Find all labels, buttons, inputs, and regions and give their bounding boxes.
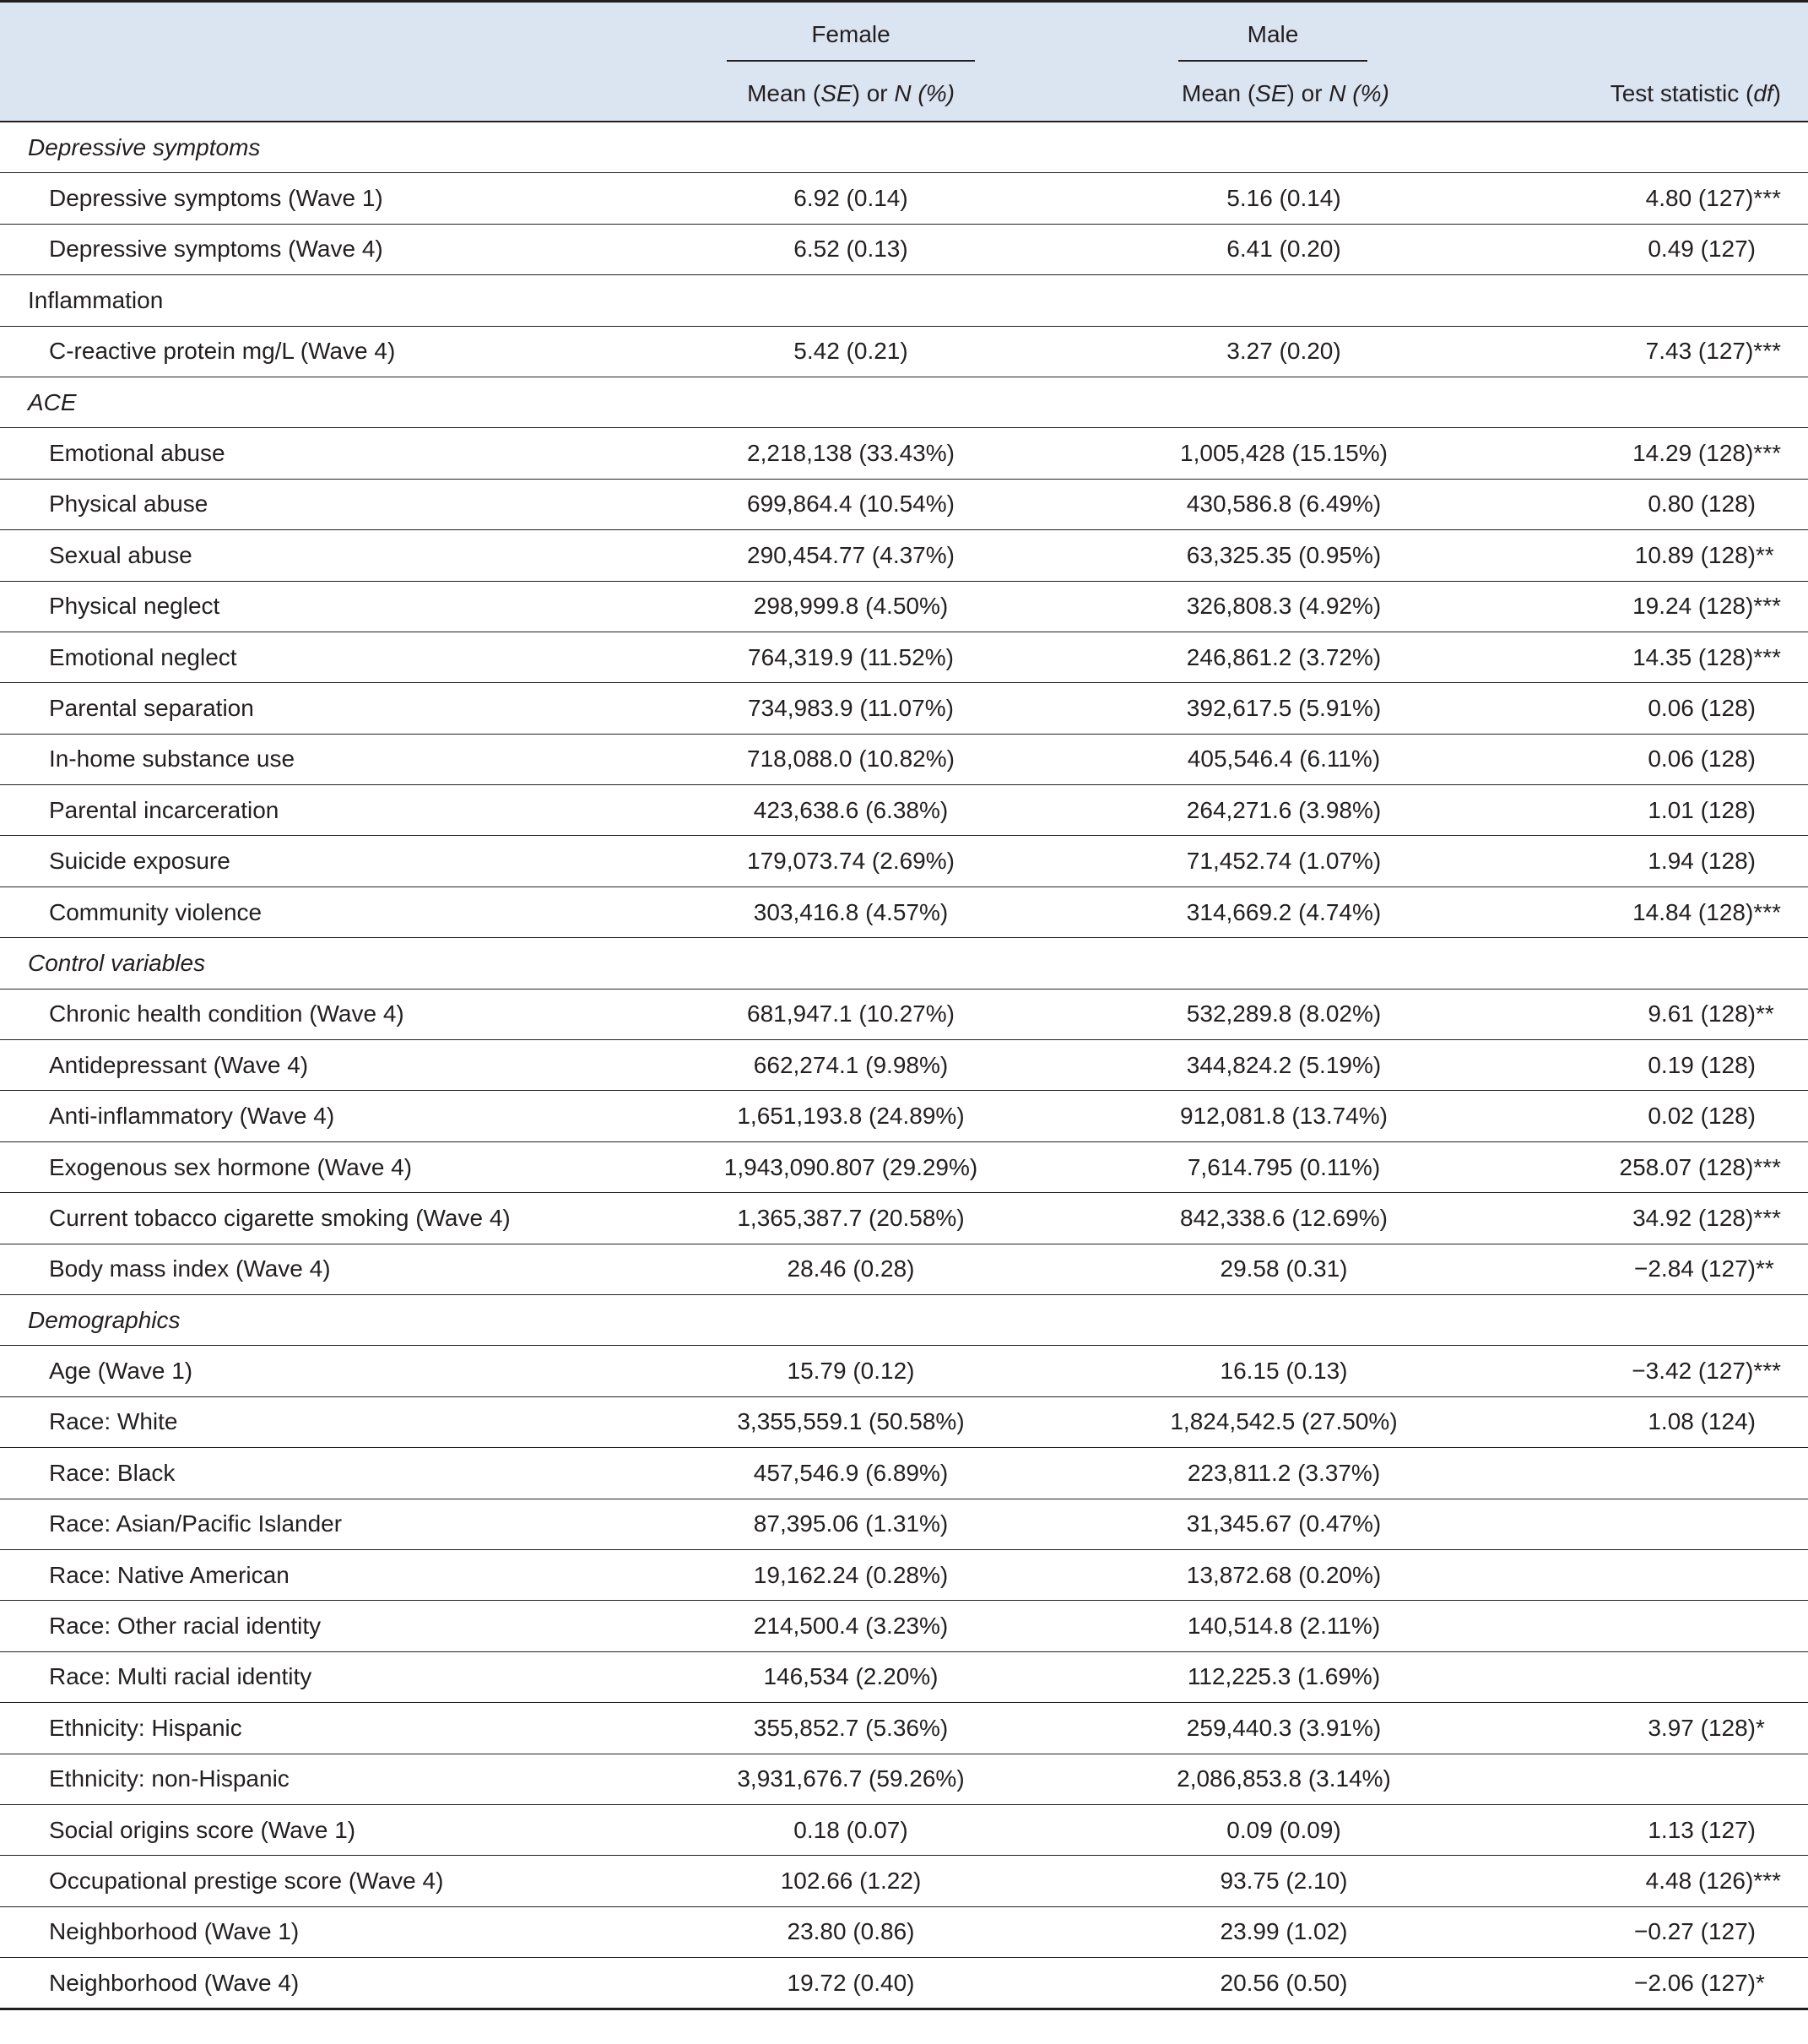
male-value: 23.99 (1.02) — [1043, 1906, 1524, 1957]
table-row — [0, 785, 1808, 836]
male-value: 405,546.4 (6.11%) — [1043, 734, 1524, 784]
row-label: Age (Wave 1) — [0, 1346, 658, 1396]
female-value: 1,943,090.807 (29.29%) — [658, 1141, 1043, 1192]
row-label: Ethnicity: Hispanic — [0, 1703, 658, 1754]
row-label: Current tobacco cigarette smoking (Wave 4) — [0, 1193, 658, 1244]
significance-marker: *** — [1753, 440, 1781, 467]
test-statistic-cell — [1524, 734, 1808, 784]
section-header-row — [0, 1294, 1808, 1345]
test-statistic-cell — [1524, 1091, 1808, 1141]
significance-marker: * — [1756, 1714, 1765, 1741]
test-statistic-value: 0.02 (128) — [1648, 1103, 1756, 1130]
test-statistic-cell — [1524, 1141, 1808, 1192]
male-value: 5.16 (0.14) — [1043, 173, 1524, 224]
test-statistic-value: 9.61 (128) — [1648, 1000, 1756, 1027]
significance-marker: * — [1756, 1969, 1765, 1996]
test-statistic-value: −2.84 (127) — [1634, 1255, 1756, 1282]
row-label: Community violence — [0, 886, 658, 937]
significance-marker: *** — [1753, 1204, 1781, 1231]
table-row — [0, 1040, 1808, 1091]
male-value: 223,811.2 (3.37%) — [1043, 1448, 1524, 1499]
header-female: Female — [727, 21, 975, 62]
test-statistic-cell — [1524, 479, 1808, 529]
test-statistic-value: 258.07 (128) — [1619, 1153, 1754, 1180]
test-statistic-value: 14.84 (128) — [1632, 898, 1754, 925]
male-value: 31,345.67 (0.47%) — [1043, 1499, 1524, 1549]
female-value: 298,999.8 (4.50%) — [658, 581, 1043, 632]
male-value: 0.09 (0.09) — [1043, 1804, 1524, 1855]
row-label: Physical abuse — [0, 479, 658, 529]
table-row — [0, 428, 1808, 479]
section-label: Control variables — [0, 938, 1808, 989]
section-label: Depressive symptoms — [0, 122, 1808, 173]
test-statistic-value: 4.48 (126) — [1645, 1867, 1754, 1894]
header-male-cell — [1043, 2, 1524, 68]
row-label: Physical neglect — [0, 581, 658, 632]
header-test-empty-cell — [1524, 2, 1808, 68]
male-value: 326,808.3 (4.92%) — [1043, 581, 1524, 632]
female-value: 3,355,559.1 (50.58%) — [658, 1396, 1043, 1447]
significance-marker: *** — [1753, 1153, 1781, 1180]
row-label: Antidepressant (Wave 4) — [0, 1040, 658, 1091]
male-value: 532,289.8 (8.02%) — [1043, 989, 1524, 1039]
header-sub-empty-cell — [0, 67, 658, 122]
female-value: 699,864.4 (10.54%) — [658, 479, 1043, 529]
significance-marker: *** — [1753, 185, 1781, 212]
header-male-sub: Mean (SE) or N (%) — [1043, 67, 1524, 122]
table-row — [0, 886, 1808, 937]
row-label: Sexual abuse — [0, 530, 658, 581]
test-statistic-value: 0.06 (128) — [1648, 745, 1756, 773]
female-value: 3,931,676.7 (59.26%) — [658, 1754, 1043, 1804]
male-value: 246,861.2 (3.72%) — [1043, 632, 1524, 682]
row-label: Neighborhood (Wave 1) — [0, 1906, 658, 1957]
test-statistic-value: −3.42 (127) — [1632, 1358, 1754, 1385]
test-statistic-value: 19.24 (128) — [1632, 593, 1754, 620]
test-statistic-value: 10.89 (128) — [1634, 541, 1756, 568]
row-label: Race: White — [0, 1396, 658, 1447]
row-label: Anti-inflammatory (Wave 4) — [0, 1091, 658, 1141]
table-row — [0, 1601, 1808, 1651]
row-label: Occupational prestige score (Wave 4) — [0, 1856, 658, 1906]
table-header — [0, 2, 1808, 122]
row-label: Depressive symptoms (Wave 4) — [0, 224, 658, 274]
test-statistic-cell — [1524, 1703, 1808, 1754]
table-row — [0, 479, 1808, 529]
female-value: 15.79 (0.12) — [658, 1346, 1043, 1396]
male-value: 20.56 (0.50) — [1043, 1958, 1524, 2009]
test-statistic-cell — [1524, 989, 1808, 1039]
test-statistic-value: −2.06 (127) — [1634, 1969, 1756, 1996]
female-value: 6.52 (0.13) — [658, 224, 1043, 274]
row-label: Ethnicity: non-Hispanic — [0, 1754, 658, 1804]
male-value: 842,338.6 (12.69%) — [1043, 1193, 1524, 1244]
row-label: Race: Other racial identity — [0, 1601, 658, 1651]
test-statistic-cell — [1524, 683, 1808, 734]
header-male: Male — [1178, 21, 1367, 62]
male-value: 1,005,428 (15.15%) — [1043, 428, 1524, 479]
table-row — [0, 1346, 1808, 1396]
significance-marker: ** — [1756, 1255, 1774, 1282]
table-row — [0, 1906, 1808, 1957]
section-header-row — [0, 122, 1808, 173]
male-value: 93.75 (2.10) — [1043, 1856, 1524, 1906]
female-value: 87,395.06 (1.31%) — [658, 1499, 1043, 1549]
test-statistic-cell — [1524, 1804, 1808, 1855]
test-statistic-cell — [1524, 1754, 1808, 1804]
row-label: In-home substance use — [0, 734, 658, 784]
row-label: Emotional abuse — [0, 428, 658, 479]
table-row — [0, 1703, 1808, 1754]
test-statistic-cell — [1524, 1651, 1808, 1702]
female-value: 19.72 (0.40) — [658, 1958, 1043, 2009]
significance-marker: *** — [1753, 643, 1781, 670]
test-statistic-cell — [1524, 326, 1808, 377]
female-value: 457,546.9 (6.89%) — [658, 1448, 1043, 1499]
significance-marker: ** — [1756, 1000, 1774, 1027]
significance-marker: *** — [1753, 338, 1781, 365]
test-statistic-value: −0.27 (127) — [1634, 1918, 1756, 1945]
test-statistic-value: 14.29 (128) — [1632, 440, 1754, 467]
section-label: Demographics — [0, 1294, 1808, 1345]
test-statistic-cell — [1524, 173, 1808, 224]
table-row — [0, 1651, 1808, 1702]
female-value: 423,638.6 (6.38%) — [658, 785, 1043, 836]
test-statistic-cell — [1524, 886, 1808, 937]
table-row — [0, 632, 1808, 682]
row-label: Chronic health condition (Wave 4) — [0, 989, 658, 1039]
header-sub-row — [0, 67, 1808, 122]
table-row — [0, 989, 1808, 1039]
table-row — [0, 1754, 1808, 1804]
table-row — [0, 326, 1808, 377]
table-row — [0, 173, 1808, 224]
male-value: 29.58 (0.31) — [1043, 1244, 1524, 1294]
table-row — [0, 530, 1808, 581]
row-label: Parental separation — [0, 683, 658, 734]
male-value: 140,514.8 (2.11%) — [1043, 1601, 1524, 1651]
test-statistic-cell — [1524, 224, 1808, 274]
female-value: 303,416.8 (4.57%) — [658, 886, 1043, 937]
male-value: 430,586.8 (6.49%) — [1043, 479, 1524, 529]
row-label: Parental incarceration — [0, 785, 658, 836]
table-row — [0, 1804, 1808, 1855]
female-value: 718,088.0 (10.82%) — [658, 734, 1043, 784]
row-label: Race: Asian/Pacific Islander — [0, 1499, 658, 1549]
male-value: 344,824.2 (5.19%) — [1043, 1040, 1524, 1091]
test-statistic-cell — [1524, 836, 1808, 886]
table-row — [0, 581, 1808, 632]
significance-marker: *** — [1753, 898, 1781, 925]
row-label: Body mass index (Wave 4) — [0, 1244, 658, 1294]
table-row — [0, 1856, 1808, 1906]
female-value: 6.92 (0.14) — [658, 173, 1043, 224]
test-statistic-cell — [1524, 785, 1808, 836]
male-value: 112,225.3 (1.69%) — [1043, 1651, 1524, 1702]
header-female-sub: Mean (SE) or N (%) — [658, 67, 1043, 122]
female-value: 5.42 (0.21) — [658, 326, 1043, 377]
male-value: 71,452.74 (1.07%) — [1043, 836, 1524, 886]
row-label: Race: Multi racial identity — [0, 1651, 658, 1702]
table-row — [0, 1193, 1808, 1244]
header-female-cell — [658, 2, 1043, 68]
significance-marker: *** — [1753, 593, 1781, 620]
test-statistic-cell — [1524, 1040, 1808, 1091]
test-statistic-cell — [1524, 428, 1808, 479]
row-label: Race: Native American — [0, 1549, 658, 1600]
test-statistic-cell — [1524, 1396, 1808, 1447]
row-label: Suicide exposure — [0, 836, 658, 886]
test-statistic-cell — [1524, 1549, 1808, 1600]
test-statistic-cell — [1524, 1906, 1808, 1957]
test-statistic-value: 4.80 (127) — [1645, 185, 1754, 212]
test-statistic-value: 1.08 (124) — [1648, 1408, 1756, 1435]
male-value: 63,325.35 (0.95%) — [1043, 530, 1524, 581]
test-statistic-value: 1.94 (128) — [1648, 848, 1756, 875]
row-label: Emotional neglect — [0, 632, 658, 682]
male-value: 259,440.3 (3.91%) — [1043, 1703, 1524, 1754]
row-label: Depressive symptoms (Wave 1) — [0, 173, 658, 224]
test-statistic-value: 0.19 (128) — [1648, 1051, 1756, 1078]
table-row — [0, 1244, 1808, 1294]
male-value: 13,872.68 (0.20%) — [1043, 1549, 1524, 1600]
test-statistic-cell — [1524, 1448, 1808, 1499]
section-label: Inflammation — [0, 275, 1808, 326]
female-value: 662,274.1 (9.98%) — [658, 1040, 1043, 1091]
section-label: ACE — [0, 377, 1808, 427]
row-label: Exogenous sex hormone (Wave 4) — [0, 1141, 658, 1192]
test-statistic-cell — [1524, 1346, 1808, 1396]
test-statistic-value: 0.80 (128) — [1648, 491, 1756, 518]
female-value: 19,162.24 (0.28%) — [658, 1549, 1043, 1600]
male-value: 392,617.5 (5.91%) — [1043, 683, 1524, 734]
test-statistic-value: 34.92 (128) — [1632, 1204, 1754, 1231]
row-label: C-reactive protein mg/L (Wave 4) — [0, 326, 658, 377]
test-statistic-cell — [1524, 1958, 1808, 2009]
test-statistic-value: 7.43 (127) — [1645, 338, 1754, 365]
female-value: 681,947.1 (10.27%) — [658, 989, 1043, 1039]
test-statistic-cell — [1524, 1601, 1808, 1651]
table-row — [0, 1141, 1808, 1192]
row-label: Race: Black — [0, 1448, 658, 1499]
table-row — [0, 224, 1808, 274]
significance-marker: *** — [1753, 1358, 1781, 1385]
female-value: 1,365,387.7 (20.58%) — [658, 1193, 1043, 1244]
table-row — [0, 1549, 1808, 1600]
male-value: 16.15 (0.13) — [1043, 1346, 1524, 1396]
row-label: Neighborhood (Wave 4) — [0, 1958, 658, 2009]
female-value: 764,319.9 (11.52%) — [658, 632, 1043, 682]
table-row — [0, 683, 1808, 734]
table-row — [0, 1396, 1808, 1447]
female-value: 355,852.7 (5.36%) — [658, 1703, 1043, 1754]
header-group-row — [0, 2, 1808, 68]
male-value: 314,669.2 (4.74%) — [1043, 886, 1524, 937]
male-value: 7,614.795 (0.11%) — [1043, 1141, 1524, 1192]
male-value: 3.27 (0.20) — [1043, 326, 1524, 377]
table-row — [0, 1448, 1808, 1499]
section-header-row — [0, 275, 1808, 326]
male-value: 1,824,542.5 (27.50%) — [1043, 1396, 1524, 1447]
table-row — [0, 1958, 1808, 2009]
female-value: 179,073.74 (2.69%) — [658, 836, 1043, 886]
significance-marker: *** — [1753, 1867, 1781, 1894]
test-statistic-value: 1.01 (128) — [1648, 796, 1756, 823]
test-statistic-cell — [1524, 1193, 1808, 1244]
test-statistic-cell — [1524, 530, 1808, 581]
female-value: 23.80 (0.86) — [658, 1906, 1043, 1957]
table-row — [0, 1499, 1808, 1549]
female-value: 0.18 (0.07) — [658, 1804, 1043, 1855]
table-body — [0, 122, 1808, 2009]
section-header-row — [0, 377, 1808, 427]
female-value: 214,500.4 (3.23%) — [658, 1601, 1043, 1651]
test-statistic-value: 14.35 (128) — [1632, 643, 1754, 670]
female-value: 2,218,138 (33.43%) — [658, 428, 1043, 479]
test-statistic-value: 1.13 (127) — [1648, 1816, 1756, 1843]
row-label: Social origins score (Wave 1) — [0, 1804, 658, 1855]
header-test-sub: Test statistic (df) — [1524, 67, 1808, 122]
test-statistic-cell — [1524, 1499, 1808, 1549]
test-statistic-cell — [1524, 632, 1808, 682]
test-statistic-value: 0.06 (128) — [1648, 694, 1756, 721]
female-value: 28.46 (0.28) — [658, 1244, 1043, 1294]
test-statistic-cell — [1524, 1244, 1808, 1294]
female-value: 290,454.77 (4.37%) — [658, 530, 1043, 581]
test-statistic-value: 3.97 (128) — [1648, 1714, 1756, 1741]
male-value: 2,086,853.8 (3.14%) — [1043, 1754, 1524, 1804]
female-value: 734,983.9 (11.07%) — [658, 683, 1043, 734]
test-statistic-cell — [1524, 1856, 1808, 1906]
male-value: 264,271.6 (3.98%) — [1043, 785, 1524, 836]
male-value: 912,081.8 (13.74%) — [1043, 1091, 1524, 1141]
female-value: 102.66 (1.22) — [658, 1856, 1043, 1906]
male-value: 6.41 (0.20) — [1043, 224, 1524, 274]
test-statistic-cell — [1524, 581, 1808, 632]
table-row — [0, 734, 1808, 784]
table-row — [0, 836, 1808, 886]
test-statistic-value: 0.49 (127) — [1648, 236, 1756, 263]
female-value: 1,651,193.8 (24.89%) — [658, 1091, 1043, 1141]
female-value: 146,534 (2.20%) — [658, 1651, 1043, 1702]
section-header-row — [0, 938, 1808, 989]
table-row — [0, 1091, 1808, 1141]
header-empty-cell — [0, 2, 658, 68]
significance-marker: ** — [1756, 541, 1774, 568]
